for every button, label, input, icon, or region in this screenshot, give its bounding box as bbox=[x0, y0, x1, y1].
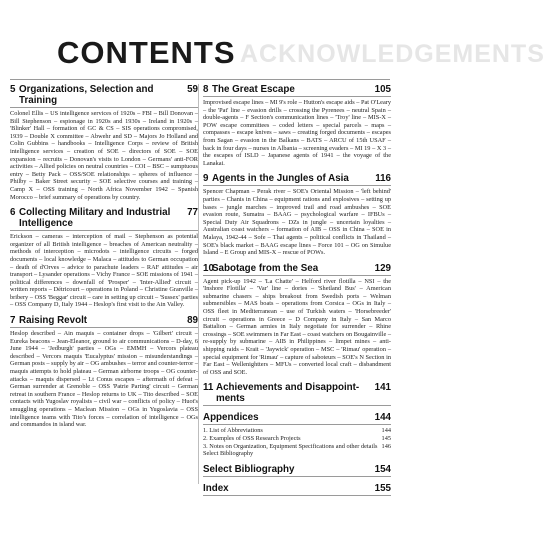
toc-section-7 bbox=[10, 315, 198, 429]
ghost-heading: ACKNOWLEDGEMENTS bbox=[240, 40, 545, 68]
header bbox=[10, 22, 545, 80]
section-heading[interactable] bbox=[10, 84, 198, 108]
section-description: Spencer Chapman – Perak river – SOE's Oriental Mission – 'left behind' parties – Chanis in China – equipment rations and explosives – setting up bases – jungle marches – improved trail and road ambushes – SOE evasion route, Sumatra – BAAG – psychological warfare – IFBUs – Special Duty Air Squadrons – DZs in jungle – uncertain loyalties – Australian coast watchers – formation of AIB – OSS in China – SOE in Malaya, 1942-44 – Sofe – Thai agents – political conflicts in Thailand – SOE's black market – BAAG escape lines – Force 101 – OG on Simulue Island – E Group and MIS-X – rescue of POWs. bbox=[203, 188, 391, 257]
section-title: Sabotage from the Sea bbox=[212, 262, 319, 274]
appendix-label: 1. List of Abbreviations bbox=[203, 427, 263, 435]
section-heading[interactable] bbox=[203, 84, 391, 97]
toc-section-6 bbox=[10, 207, 198, 309]
index-heading[interactable] bbox=[203, 483, 391, 496]
appendix-item[interactable] bbox=[203, 427, 391, 435]
bibliography-heading[interactable] bbox=[203, 464, 391, 477]
section-description: Erickson – cameras – interception of mail – Stephenson as potential organizer of all British intelligence – breaches of American neutrality – methods of interception – microdots – intelligence circuits – forged documents – local knowledge – Malaca – attitudes to German occupation – death of d'Orves – advice to parachute leaders – RAF attitudes – air transport – Lysander operations – Vichy France – SOE missions of 1941 – political differences – downfall of 'Prosper' – 'Inter-Allied' circuit – written reports – Détricourt – operations in Poland – Christine Granville – bribery – OSS 'Beggar' circuit – care in setting up circuit – 'Sussex' parties – OSS Company D, Italy 1944 – Heslop's first visit to the Ain Valley. bbox=[10, 233, 198, 309]
toc-section-9 bbox=[203, 173, 391, 256]
appendices-heading[interactable] bbox=[203, 412, 391, 425]
section-description: Agent pick-up 1942 – 'La Chatte' – Helford river flotilla – NSI – the 'Inshore Flotilla' – 'Var' line – dories – 'Shetland Bus' – American submarine chasers – ships breakout from Swedish ports – Welman submersibles – MAS boats – operations from Corsica – OGs in Italy – OSS fleet in Mediterranean – use of Turkish waters – 'Horsebreeder' circuit – operations in Greece – D Company in Italy – San Marco Battalion – German armies in Italy negotiate for surrender – Rhine crossings – SOE swimmers in Far East – coast watchers on Bougainville – re-supply by submarine – AIB in Philippines – limpet mines – anti-shipping raids – Krait – 'Jaywick' operation – MSC – 'Rimau' operation – special equipment for 'Rimau' – capture of saboteurs – SOE's N Section in Far East – Wellenightters – MFUs – converted local craft – disbandment of OSS and SOE. bbox=[203, 277, 391, 376]
section-number: 6 bbox=[10, 207, 16, 219]
appendix-page: 145 bbox=[381, 435, 391, 442]
appendix-item[interactable] bbox=[203, 435, 391, 443]
appendix-page: 144 bbox=[381, 427, 391, 435]
section-page: 77 bbox=[187, 207, 198, 219]
section-description: Improvised escape lines – MI 9's role – Hutton's escape aids – Pat O'Leary – the 'Pat' line – evasion drills – crossing the Pyrenees – neutral Spain – double-agents – F Section's communication lines – 'Troy' line – MIS-X – POW escape committees – coded letters – special parcels – maps – compasses – escape knives – saws – creating forged documents – escapes from Sagan – evasion in the Balkans – BATS – ARCU of 15th USAF – back in four days – nurses in Albania – screening evaders – MI 19 – X 3 – the escapes of ISLD – Japanese agents of 1941 – the voyage of the Lanakai. bbox=[203, 99, 391, 167]
section-heading[interactable] bbox=[203, 173, 391, 186]
toc-section-11 bbox=[203, 382, 391, 406]
section-number: 5 bbox=[10, 84, 16, 95]
section-heading[interactable] bbox=[203, 263, 391, 276]
toc-section-8 bbox=[203, 84, 391, 167]
section-number: 11 bbox=[203, 382, 214, 394]
index-page: 155 bbox=[374, 482, 391, 494]
title-rule bbox=[10, 79, 390, 80]
toc-appendices bbox=[203, 412, 391, 457]
section-title: Organizations, Selection and Training bbox=[19, 84, 154, 106]
appendix-item[interactable] bbox=[203, 443, 391, 458]
section-description: Colonel Ellis – US intelligence services of 1920s – FBI – Bill Donovan – Bill Stephenson – espionage in 1920s and 1930s – Ireland in 1920s – 'Blinker' Hall – formation of GC & CS – SIS operations compromised, 1939 – Double X committee – Abwehr and SD – Majors Jo Holland and Colin Gubbins – handbooks – Intelligence Corps – review of British intelligence services – creation of SOE – directors of SOE – SOE expansion – recruits – Donovan's visits to London – Germans' anti-FOR activities – Allied policies on neutral countries – COI – BSC – sumptuous entry – Betty Pack – OSS/SOE relationships – spheres of influence – Philby – Baker Street security – SOE selective courses and training – Camp X – OSS training – North Africa November 1942 – Spanish Morocco – brief summary of operations by country. bbox=[10, 110, 198, 201]
toc-bibliography bbox=[203, 464, 391, 477]
section-title: Agents in the Jungles of Asia bbox=[212, 173, 349, 185]
index-title: Index bbox=[203, 482, 229, 494]
appendix-label: 3. Notes on Organization, Equipment Specifications and other details Select Bibliography bbox=[203, 442, 378, 458]
section-number: 9 bbox=[203, 173, 209, 185]
section-title: Collecting Military and Industrial Intelligence bbox=[19, 207, 171, 230]
section-page: 141 bbox=[374, 382, 391, 394]
section-heading[interactable] bbox=[10, 315, 198, 328]
bibliography-title: Select Bibliography bbox=[203, 463, 295, 475]
section-page: 129 bbox=[374, 262, 391, 274]
section-heading[interactable] bbox=[10, 207, 198, 231]
section-title: Achievements and Disappoint-ments bbox=[216, 382, 360, 405]
appendices-title: Appendices bbox=[203, 412, 259, 424]
section-title: The Great Escape bbox=[212, 84, 295, 95]
appendix-page: 146 bbox=[381, 442, 391, 450]
section-page: 89 bbox=[187, 315, 198, 327]
section-page: 116 bbox=[375, 173, 391, 185]
section-title: Raising Revolt bbox=[19, 315, 88, 327]
left-column bbox=[10, 84, 198, 435]
section-heading[interactable] bbox=[203, 382, 391, 406]
appendices-page: 144 bbox=[374, 412, 391, 424]
appendix-label: 2. Examples of OSS Research Projects bbox=[203, 435, 301, 442]
section-page: 105 bbox=[374, 84, 391, 95]
right-column bbox=[203, 84, 391, 502]
section-description: Heslop described – Ain maquis – container drops – 'Gilbert' circuit – Eureka beacons – Jean-Eleanor, ground to air communications – D-day, 6 June 1944 – 'Jedburgh' parties – OGs – EMMH – Vercors plateau described – Vercors maquis 'Eucalyptus' mission – misunderstandings – German posts – supply by air – OG ambushes – terror and counter-terror – maquis attempts to hold plateau – German airborne troops – OG counter-attacks – maquis dispersed – Lt Conus escapes – aftermath of defeat – German surrender at Grenoble – OSS 'Patrie Parting' circuit – German retreat in southern France – Heslop returns to UK – Tito described – SOE contacts with Yugoslav royalists – civil war – conflicts of policy – Huot's smuggling operations – Maclean Mission – OGs in Yugoslavia – OSS intelligence teams with Tito's forces – correlation of intelligence – OGs and commandos in island war. bbox=[10, 330, 198, 429]
section-number: 8 bbox=[203, 84, 209, 95]
page-title: CONTENTS bbox=[57, 35, 236, 70]
column-divider bbox=[198, 84, 199, 484]
section-number: 10 bbox=[203, 262, 214, 274]
bibliography-page: 154 bbox=[374, 463, 391, 475]
toc-section-10 bbox=[203, 263, 391, 377]
toc-index bbox=[203, 483, 391, 496]
section-number: 7 bbox=[10, 315, 16, 327]
section-page: 59 bbox=[187, 84, 198, 95]
toc-section-5 bbox=[10, 84, 198, 201]
